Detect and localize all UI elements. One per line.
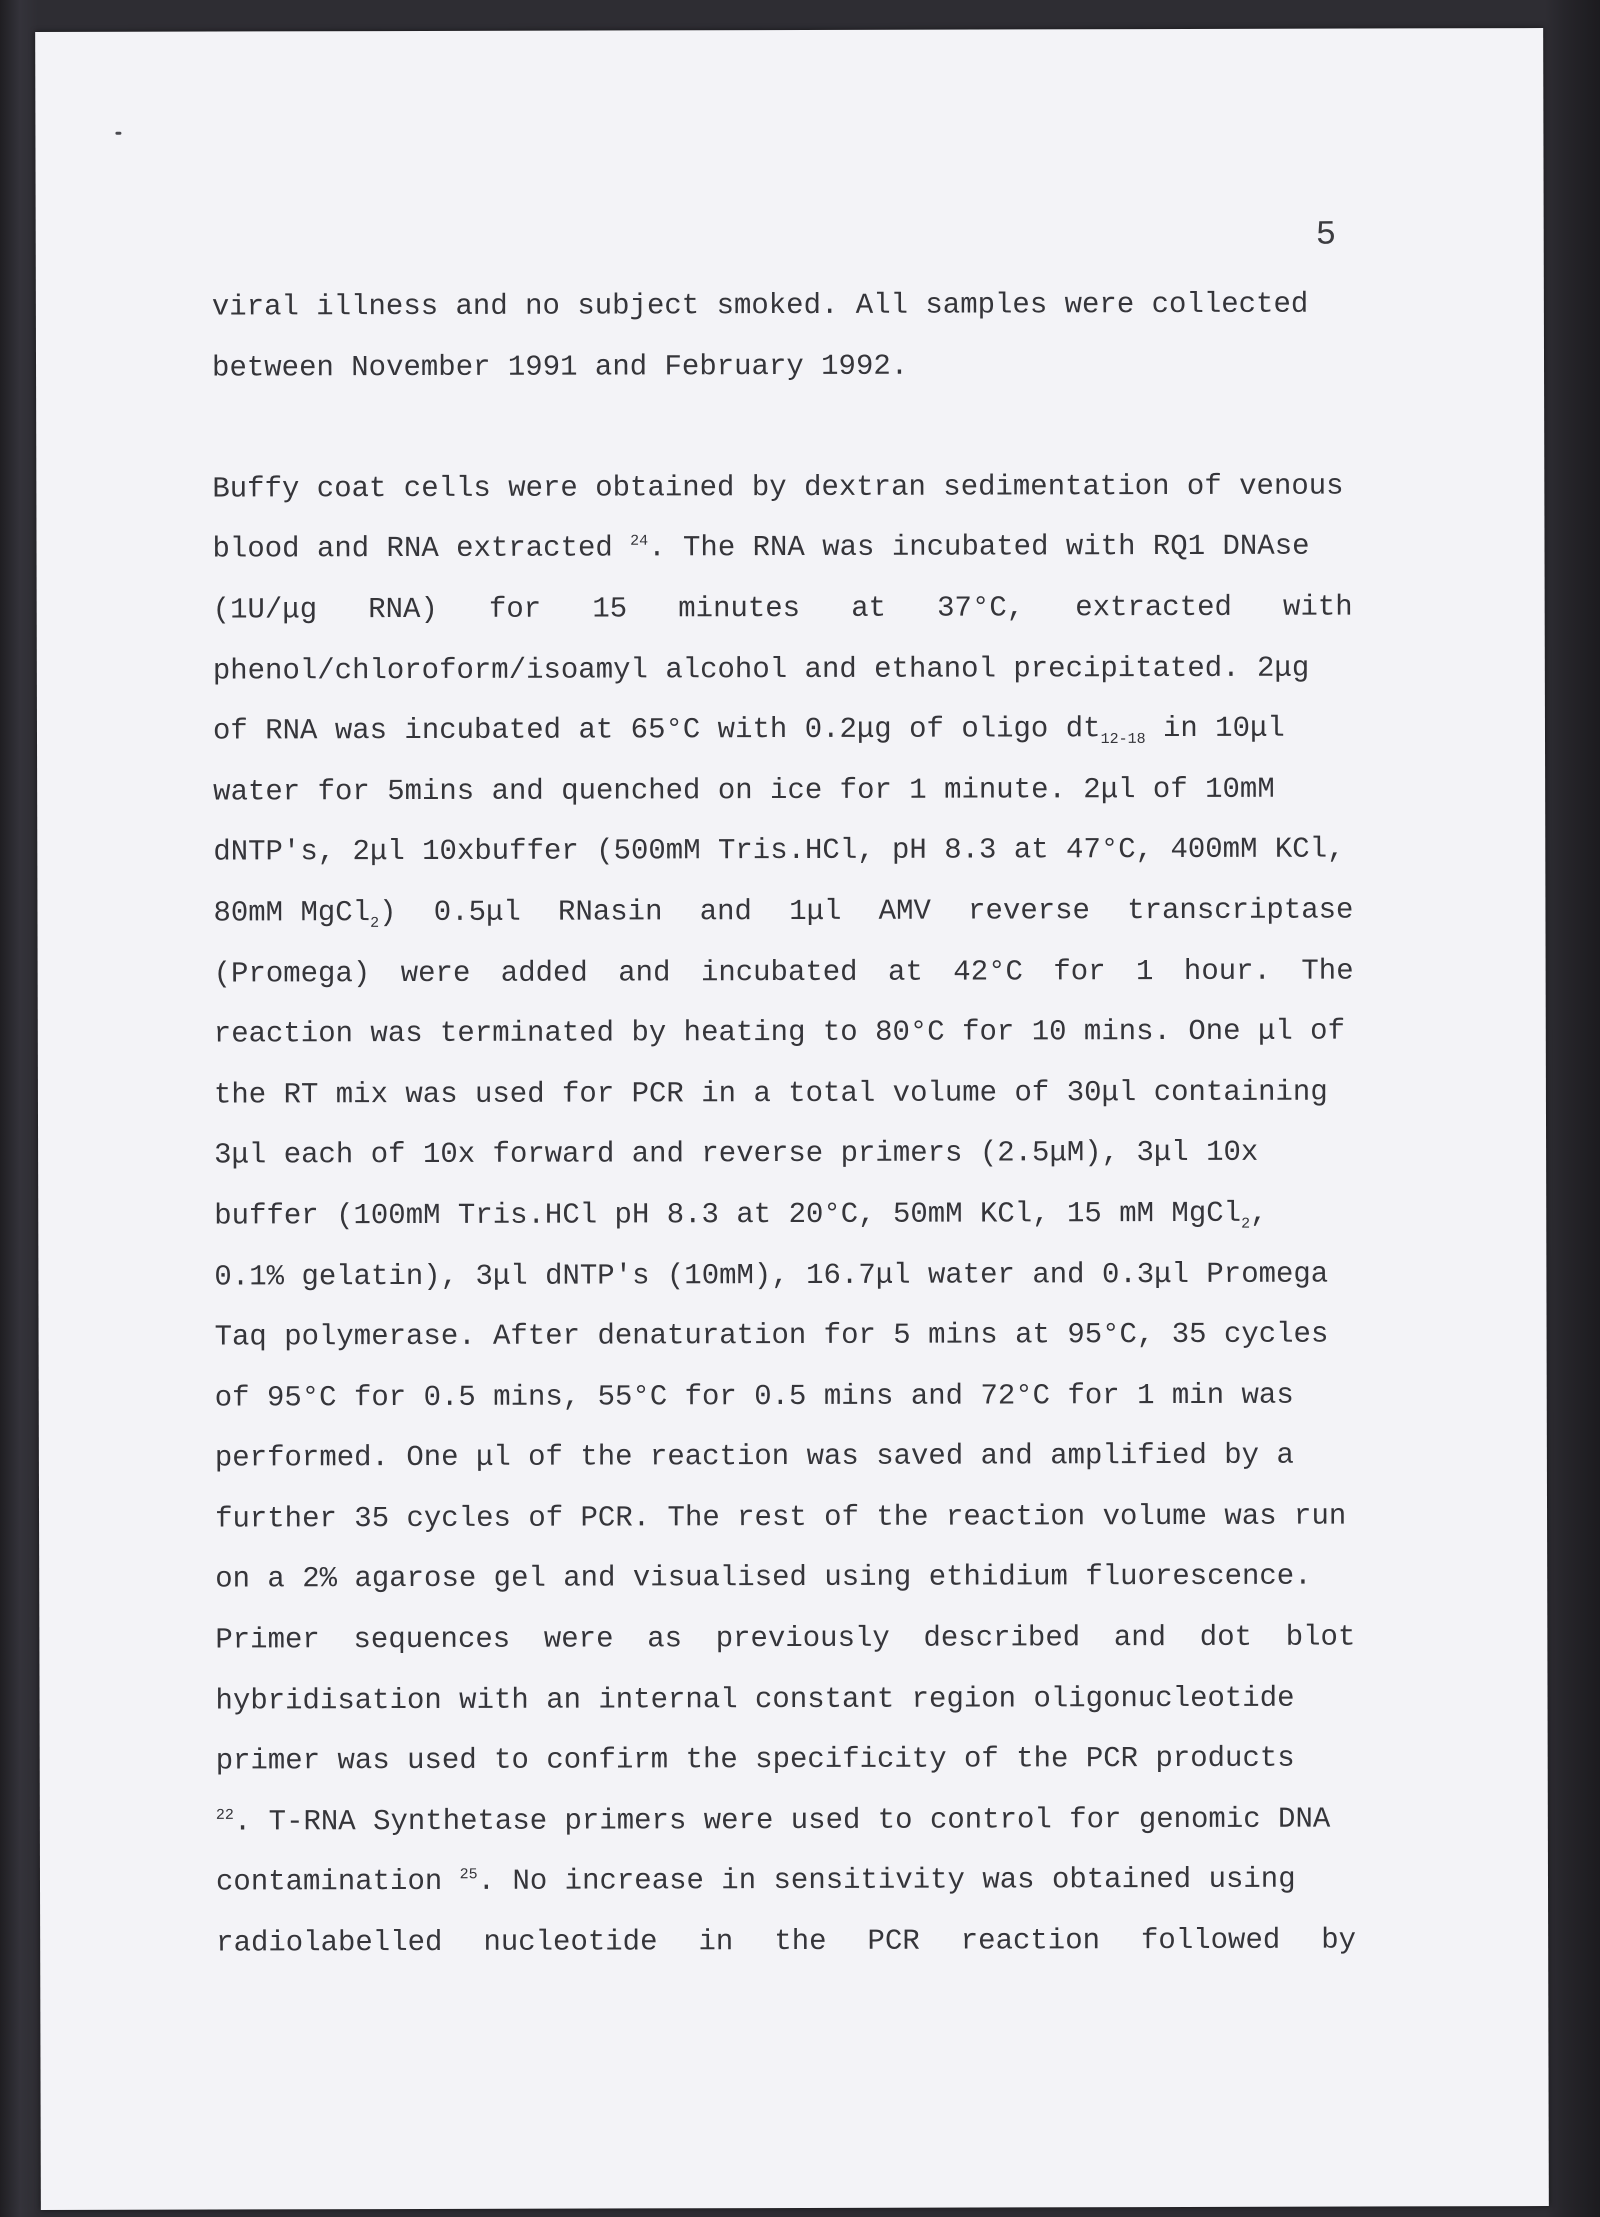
- citation-ref: 22: [215, 1806, 234, 1824]
- body-text: [212, 275, 1356, 1975]
- text-line: radiolabelled nucleotide in the PCR reaction followed by: [216, 1923, 1357, 1960]
- text-line: 0.1% gelatin), 3μl dNTP's (10mM), 16.7μl water and 0.3μl Promega: [214, 1257, 1329, 1294]
- text-line: between November 1991 and February 1992.: [211, 349, 909, 385]
- text-line: primer was used to confirm the specificity of the PCR products: [215, 1741, 1295, 1778]
- text-line: buffer (100mM Tris.HCl pH 8.3 at 20°C, 50mM KCl, 15 mM MgCl$_2$,: [214, 1196, 1268, 1233]
- page-number: 5: [1315, 216, 1338, 255]
- subscript: 2: [1241, 1215, 1251, 1233]
- text-line: Taq polymerase. After denaturation for 5 mins at 95°C, 35 cycles: [214, 1317, 1329, 1354]
- text-line: water for 5mins and quenched on ice for 1 minute. 2μl of 10mM: [213, 772, 1275, 809]
- text-line: of RNA was incubated at 65°C with 0.2μg of oligo $dt_{12-18}$ in 10μl: [212, 711, 1285, 749]
- text-line: reaction was terminated by heating to 80°C for 10 mins. One μl of: [213, 1014, 1346, 1051]
- subscript: 12-18: [1100, 731, 1146, 749]
- text-line: blood and RNA extracted $^{24}$. The RNA was incubated with RQ1 DNAse: [212, 530, 1310, 566]
- scan-speck: [115, 132, 121, 135]
- text-line: (Promega) were added and incubated at 42°C for 1 hour. The: [213, 954, 1354, 991]
- text-line: on a 2% agarose gel and visualised using ethidium fluorescence.: [215, 1560, 1312, 1596]
- subscript: 2: [370, 914, 380, 932]
- text-line: performed. One μl of the reaction was saved and amplified by a: [214, 1438, 1294, 1475]
- text-line: phenol/chloroform/isoamyl alcohol and ethanol precipitated. 2μg: [212, 651, 1310, 688]
- text-line: 3μl each of 10x forward and reverse primers (2.5μM), 3μl 10x: [214, 1136, 1259, 1172]
- text-line: (1U/μg RNA) for 15 minutes at 37°C, extracted with: [212, 590, 1353, 627]
- text-line: hybridisation with an internal constant region oligonucleotide: [215, 1681, 1295, 1718]
- text-line: dNTP's, 2μl 10xbuffer (500mM Tris.HCl, pH 8.3 at 47°C, 400mM KCl,: [213, 832, 1345, 869]
- text-line: viral illness and no subject smoked. All samples were collected: [211, 287, 1309, 324]
- citation-ref: 25: [459, 1866, 478, 1884]
- citation-ref: 24: [630, 533, 649, 551]
- text-line: further 35 cycles of PCR. The rest of the reaction volume was run: [215, 1499, 1347, 1536]
- text-line: of 95°C for 0.5 mins, 55°C for 0.5 mins and 72°C for 1 min was: [214, 1378, 1294, 1415]
- text-line: Buffy coat cells were obtained by dextran sedimentation of venous: [212, 469, 1344, 506]
- text-line: $^{22}$. T-RNA Synthetase primers were used to control for genomic DNA: [215, 1802, 1331, 1839]
- paper-page: [35, 28, 1549, 2210]
- text-line: contamination $^{25}$. No increase in sensitivity was obtained using: [215, 1863, 1296, 1899]
- text-line: Primer sequences were as previously described and dot blot: [215, 1620, 1356, 1657]
- text-line: 80mM MgCl$_2$) 0.5μl RNasin and 1μl AMV reverse transcriptase: [213, 893, 1354, 932]
- text-line: the RT mix was used for PCR in a total volume of 30μl containing: [213, 1075, 1328, 1112]
